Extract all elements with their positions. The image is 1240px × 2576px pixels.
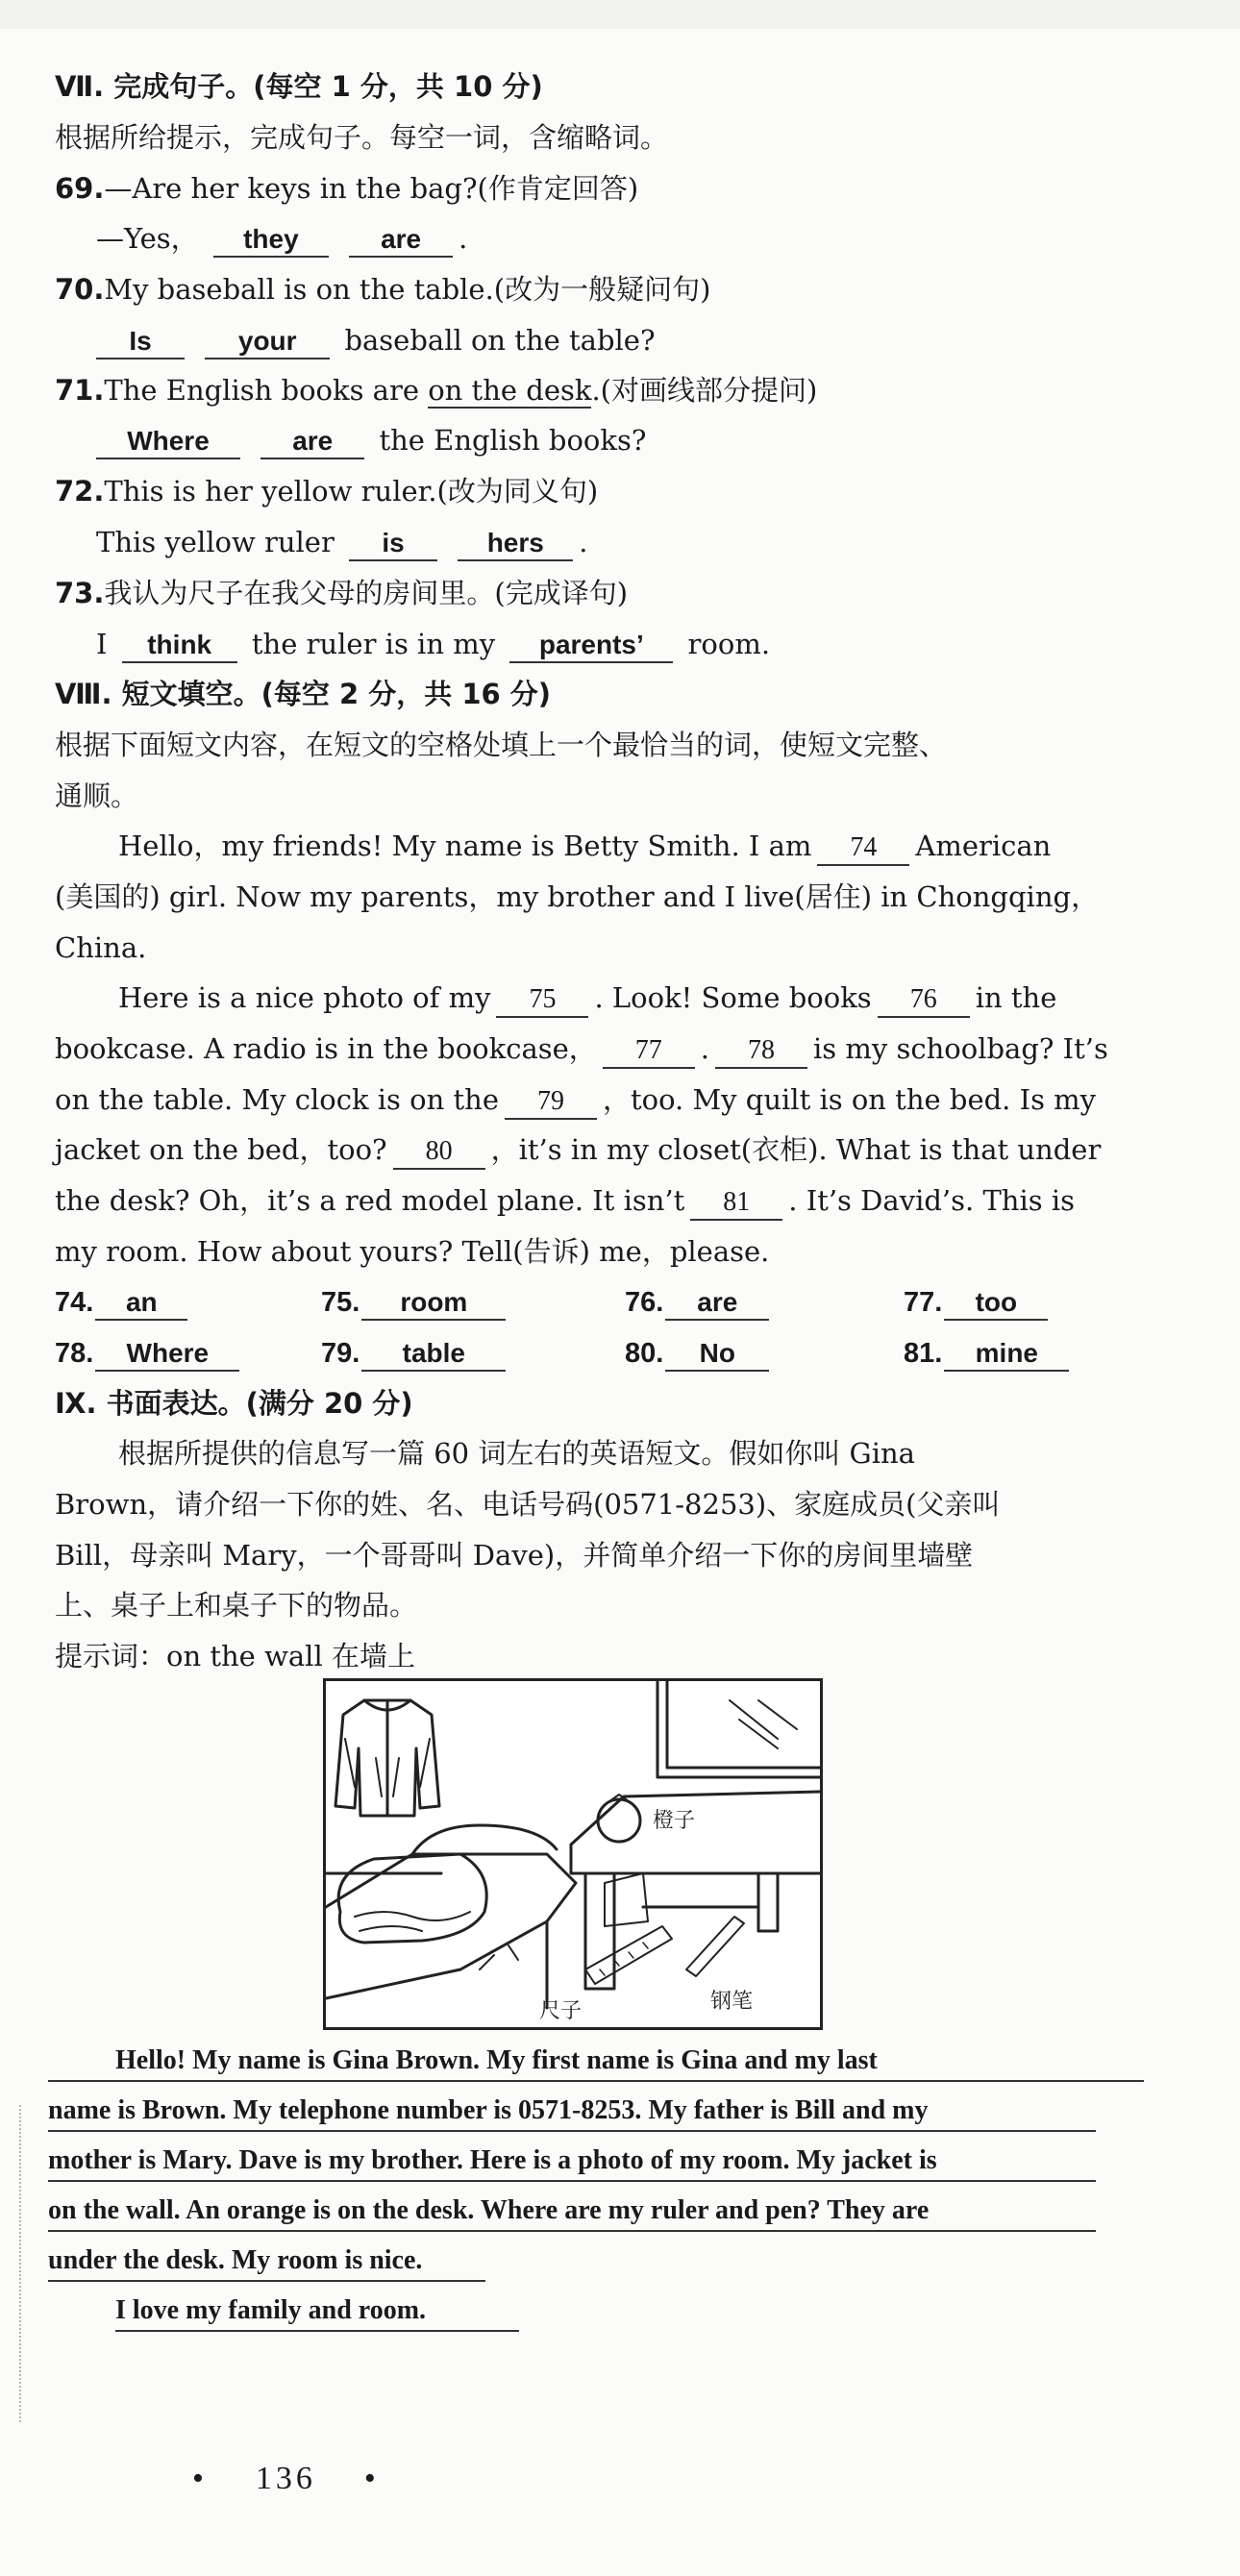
q71-post: the English books? (379, 424, 647, 457)
answer-blank (95, 1336, 239, 1372)
answer-number: 79. (321, 1338, 360, 1369)
answer-number: 75. (321, 1287, 360, 1318)
blank-80-number: 80 (425, 1136, 453, 1166)
answer-number: 76. (625, 1287, 664, 1318)
q73-post: room. (687, 628, 771, 660)
q69-blank-1 (213, 222, 329, 258)
q72-prompt (55, 472, 1103, 510)
blank-77-number: 77 (634, 1035, 662, 1065)
q69-prompt (55, 169, 1103, 208)
q72-answer-1: is (382, 528, 405, 557)
answer-number: 81. (904, 1338, 943, 1369)
blank-80 (393, 1133, 485, 1170)
room-drawing (326, 1681, 820, 2027)
essay-line-4: on the wall. An orange is on the desk. Where are my ruler and pen? They are (48, 2192, 1096, 2232)
q72-number: 72. (55, 475, 105, 508)
answer-blank (361, 1336, 506, 1372)
orange-label: 橙子 (653, 1809, 696, 1833)
top-margin (0, 0, 1240, 29)
answer-77 (904, 1282, 1054, 1322)
blank-76-number: 76 (909, 984, 937, 1014)
blank-74 (817, 830, 909, 866)
passage-line-5 (55, 1029, 1108, 1069)
passage-line-4 (55, 978, 1103, 1018)
q73-mid: the ruler is in my (251, 628, 496, 660)
answer-78 (55, 1333, 245, 1373)
answer-blank (944, 1336, 1069, 1372)
answer-blank (944, 1285, 1048, 1321)
page-number: • 136 • (192, 2461, 380, 2496)
section8-title: Ⅷ. 短文填空。(每空 2 分，共 16 分) (55, 678, 552, 710)
q73-answer-line (96, 625, 1144, 663)
answer-blank (95, 1285, 187, 1321)
blank-78 (715, 1032, 807, 1069)
room-illustration (323, 1678, 823, 2030)
q72-blank-1 (349, 526, 437, 561)
margin-rule (19, 2105, 21, 2422)
answer-value: Where (126, 1338, 210, 1368)
essay-line-1: Hello! My name is Gina Brown. My first name is Gina and my last (48, 2042, 1144, 2082)
q70-post: baseball on the table? (344, 324, 656, 357)
section8-instruction-2: 通顺。 (55, 780, 139, 812)
passage-line-9: my room. How about yours? Tell(告诉) me，please. (55, 1235, 770, 1268)
answer-value: too (975, 1287, 1018, 1317)
blank-75 (496, 981, 588, 1018)
q73-pre: I (96, 628, 108, 660)
passage-text: American (915, 830, 1052, 862)
answer-blank (665, 1336, 769, 1372)
passage-text: jacket on the bed，too? (55, 1133, 387, 1166)
q71-number: 71. (55, 374, 105, 407)
answer-74 (55, 1282, 193, 1322)
passage-text: the desk? Oh，it’s a red model plane. It isn’t (55, 1184, 685, 1217)
essay-line-3: mother is Mary. Dave is my brother. Here is a photo of my room. My jacket is (48, 2142, 1096, 2182)
passage-text: Here is a nice photo of my (118, 981, 491, 1014)
q70-number: 70. (55, 273, 105, 306)
q73-number: 73. (55, 577, 105, 609)
q71-underlined-phrase: on the desk (428, 374, 592, 407)
passage-text: in the (975, 981, 1057, 1014)
q72-pre: This yellow ruler (96, 526, 335, 558)
q70-answer-line (90, 321, 1138, 359)
answer-blank (665, 1285, 769, 1321)
q69-answer-2: are (381, 224, 422, 254)
blank-81 (690, 1184, 782, 1221)
answer-76 (625, 1282, 775, 1322)
section8-instruction-1: 根据下面短文内容，在短文的空格处填上一个最恰当的词，使短文完整、 (55, 729, 948, 761)
q73-text: 我认为尺子在我父母的房间里。(完成译句) (104, 577, 629, 609)
answer-75 (321, 1282, 511, 1322)
q71-prompt (55, 371, 1103, 409)
passage-text: ，it’s in my closet(衣柜). What is that under (490, 1133, 1102, 1166)
section9-prompt-4: 上、桌子上和桌子下的物品。 (55, 1589, 418, 1622)
q73-blank-2 (509, 628, 673, 663)
q72-answer-line (96, 523, 1144, 561)
passage-line-7 (55, 1130, 1103, 1170)
passage-text: bookcase. A radio is in the bookcase， (55, 1032, 597, 1065)
passage-line-8 (55, 1181, 1103, 1221)
q71-text-pre: The English books are (104, 374, 429, 407)
blank-79-number: 79 (536, 1086, 564, 1116)
section9-prompt-1: 根据所提供的信息写一篇 60 词左右的英语短文。假如你叫 Gina (118, 1437, 915, 1470)
answer-value: No (699, 1338, 735, 1368)
section9-hint: 提示词：on the wall 在墙上 (55, 1640, 415, 1672)
jacket-drawing (335, 1700, 439, 1816)
section7-title: Ⅶ. 完成句子。(每空 1 分，共 10 分) (55, 70, 543, 103)
answer-value: an (125, 1287, 158, 1317)
pen-label: 钢笔 (710, 1990, 754, 2014)
essay-line-6: I love my family and room. (115, 2291, 519, 2332)
blank-76 (878, 981, 970, 1018)
passage-text: on the table. My clock is on the (55, 1083, 499, 1116)
passage-line-2: (美国的) girl. Now my parents，my brother and I live(居住) in Chongqing， (55, 880, 1100, 913)
page-number-value: 136 (255, 2461, 316, 2496)
passage-line-1 (55, 827, 1103, 866)
q73-answer-2: parents’ (538, 630, 644, 659)
q69-blank-2 (349, 222, 453, 258)
answer-number: 80. (625, 1338, 664, 1369)
answer-value: table (402, 1338, 465, 1368)
answer-79 (321, 1333, 511, 1373)
answer-number: 74. (55, 1287, 94, 1318)
q71-answer-line (90, 421, 1138, 459)
passage-line-3: China. (55, 931, 147, 964)
blank-74-number: 74 (850, 832, 878, 862)
blank-77 (603, 1032, 695, 1069)
blank-81-number: 81 (723, 1187, 751, 1217)
answer-80 (625, 1333, 775, 1373)
q71-blank-1 (96, 424, 240, 459)
answer-value: are (697, 1287, 738, 1317)
q70-answer-2: your (237, 326, 297, 356)
q71-answer-2: are (292, 426, 334, 456)
q70-prompt (55, 270, 1103, 309)
passage-line-6 (55, 1080, 1103, 1120)
q72-answer-2: hers (486, 528, 544, 557)
section7-instruction: 根据所给提示，完成句子。每空一词，含缩略词。 (55, 121, 669, 154)
essay-line-5: under the desk. My room is nice. (48, 2242, 485, 2282)
answer-value: mine (975, 1338, 1038, 1368)
section9-prompt-2: Brown，请介绍一下你的姓、名、电话号码(0571-8253)、家庭成员(父亲叫 (55, 1488, 1001, 1521)
passage-text: . It’s David’s. This is (788, 1184, 1076, 1217)
blank-75-number: 75 (529, 984, 557, 1014)
passage-text: . (700, 1032, 710, 1065)
q69-answer-line (96, 219, 1144, 258)
q73-blank-1 (122, 628, 237, 663)
passage-text: ，too. My quilt is on the bed. Is my (602, 1083, 1097, 1116)
q71-answer-1: Where (127, 426, 210, 456)
section9-prompt-3: Bill，母亲叫 Mary，一个哥哥叫 Dave)，并简单介绍一下你的房间里墙壁 (55, 1539, 974, 1572)
answer-value: room (400, 1287, 468, 1317)
q70-answer-1: Is (129, 326, 152, 356)
answer-number: 78. (55, 1338, 94, 1369)
q72-text: This is her yellow ruler.(改为同义句) (104, 475, 599, 508)
q69-pre: —Yes， (96, 222, 199, 255)
blank-78-number: 78 (748, 1035, 776, 1065)
q69-text: —Are her keys in the bag?(作肯定回答) (104, 172, 639, 205)
q73-prompt (55, 574, 1103, 612)
q69-number: 69. (55, 172, 105, 205)
ruler-label: 尺子 (539, 1999, 583, 2023)
q69-answer-1: they (243, 224, 299, 254)
q71-blank-2 (260, 424, 364, 459)
section9-title: Ⅸ. 书面表达。(满分 20 分) (55, 1387, 413, 1420)
q69-post: . (459, 222, 468, 255)
q70-blank-1 (96, 324, 185, 359)
essay-line-2: name is Brown. My telephone number is 0571-8253. My father is Bill and my (48, 2092, 1096, 2132)
q73-answer-1: think (147, 630, 212, 659)
passage-text: Hello，my friends! My name is Betty Smith. I am (118, 830, 812, 862)
q71-text-post: .(对画线部分提问) (591, 374, 818, 407)
blank-79 (505, 1083, 597, 1120)
answer-blank (361, 1285, 506, 1321)
q72-post: . (579, 526, 588, 558)
passage-text: . Look! Some books (594, 981, 872, 1014)
answer-81 (904, 1333, 1075, 1373)
passage-text: is my schoolbag? It’s (813, 1032, 1108, 1065)
q70-text: My baseball is on the table.(改为一般疑问句) (104, 273, 711, 306)
q70-blank-2 (205, 324, 330, 359)
answer-number: 77. (904, 1287, 943, 1318)
q72-blank-2 (458, 526, 573, 561)
